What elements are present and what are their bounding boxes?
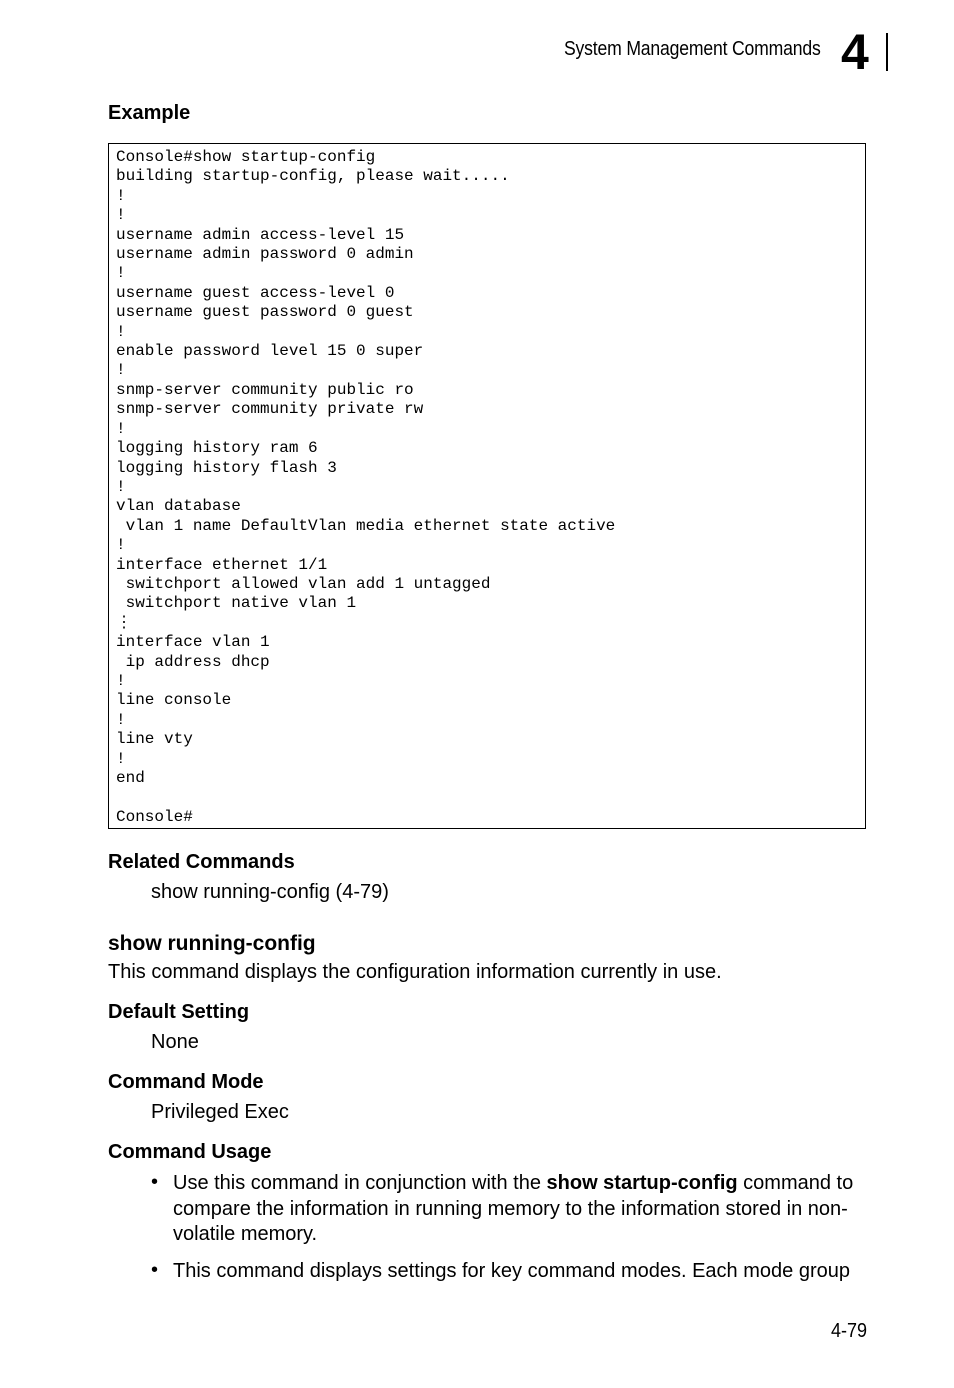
bullet-icon: • xyxy=(151,1171,159,1193)
command-mode-heading: Command Mode xyxy=(108,1071,264,1093)
usage-bullet-1 xyxy=(173,1171,873,1248)
related-command-link[interactable]: show running-config (4-79) xyxy=(151,881,389,903)
usage-bullet-2-text: This command displays settings for key command modes. Each mode group xyxy=(173,1260,850,1282)
chapter-number: 4 xyxy=(841,24,869,80)
usage-bullet-2 xyxy=(173,1259,873,1285)
default-setting-value: None xyxy=(151,1031,199,1053)
code-example-text: Console#show startup-config building startup-config, please wait..... ! ! username admin access-level 15 username admin password 0 admin ! username guest access-level 0 username guest password 0 guest ! enable password level 15 0 super ! snmp-server community public ro snmp-server community private rw ! logging history ram 6 logging history flash 3 ! vlan database vlan 1 name DefaultVlan media ethernet state active ! interface ethernet 1/1 switchport allowed vlan add 1 untagged switchport native vlan 1 ⋮ interface vlan 1 ip address dhcp ! line console ! line vty ! end Console# xyxy=(116,148,616,826)
command-title: show running-config xyxy=(108,932,316,955)
page-number: 4-79 xyxy=(830,1320,867,1342)
default-setting-heading: Default Setting xyxy=(108,1001,250,1023)
running-header-title: System Management Commands xyxy=(564,38,821,60)
usage-bullet-1-text: Use this command in conjunction with the xyxy=(173,1172,547,1194)
command-description: This command displays the configuration information currently in use. xyxy=(108,961,722,983)
related-commands-heading: Related Commands xyxy=(108,851,295,873)
bullet-icon: • xyxy=(151,1259,159,1281)
chapter-divider xyxy=(886,33,888,71)
code-example-box xyxy=(108,143,866,829)
example-heading: Example xyxy=(108,102,191,124)
command-mode-value: Privileged Exec xyxy=(151,1101,289,1123)
usage-bullet-1-command: show startup-config xyxy=(546,1172,738,1194)
command-usage-heading: Command Usage xyxy=(108,1141,272,1163)
usage-bullet-1-text-cont: command to compare the information in running memory to the information stored in non-volatile memory. xyxy=(173,1172,854,1245)
